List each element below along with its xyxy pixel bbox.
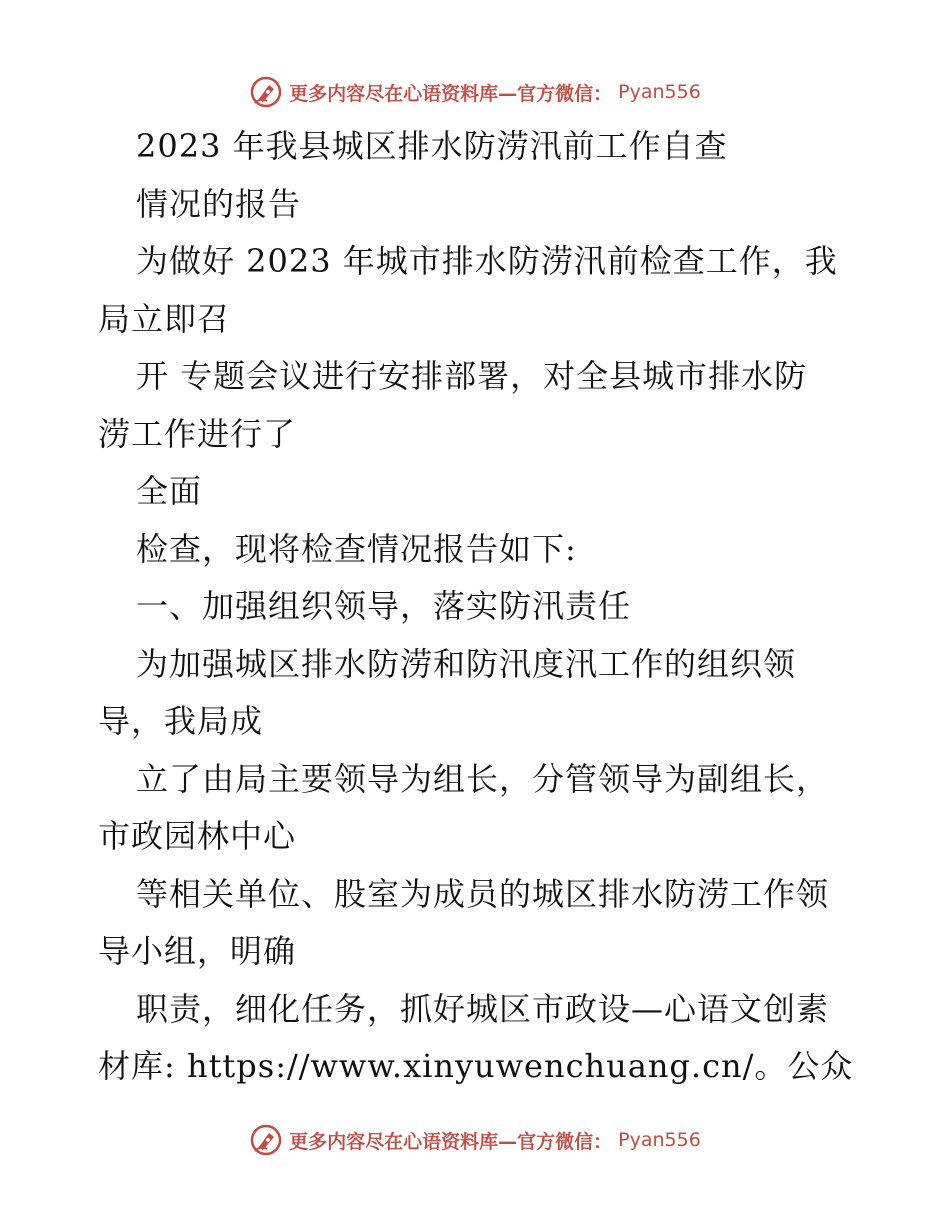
text-line: 局立即召 (98, 299, 231, 338)
text-line: 全面 (136, 472, 203, 510)
watermark-text: 更多内容尽在心语资料库—官方微信： (289, 82, 613, 105)
text-line: 市政园林中心 (98, 817, 297, 855)
text-line: 等相关单位、股室为成员的城区排水防涝工作领 (136, 874, 830, 913)
text-line: 为加强城区排水防涝和防汛度汛工作的组织领 (136, 644, 797, 683)
text-line: 立了由局主要领导为组长，分管领导为副组长， (136, 759, 830, 798)
text-line: 检查，现将检查情况报告如下: (136, 529, 577, 568)
text-line: 导，我局成 (98, 702, 264, 740)
pen-nib-logo-icon (249, 75, 283, 109)
text-line: 材库: https://www.xinyuwenchuang.cn/。公众 (98, 1047, 854, 1085)
pen-nib-logo-icon (249, 1123, 283, 1157)
text-line: 开 专题会议进行安排部署，对全县城市排水防 (136, 357, 808, 395)
text-line: 2023 年我县城区排水防涝汛前工作自查 (136, 127, 728, 165)
section-heading: 一、加强组织领导，落实防汛责任 (136, 587, 632, 625)
text-line: 涝工作进行了 (98, 414, 297, 453)
text-line: 导小组，明确 (98, 932, 297, 970)
text-line: 为做好 2023 年城市排水防涝汛前检查工作，我 (136, 242, 838, 280)
text-line: 职责，细化任务，抓好城区市政设—心语文创素 (136, 989, 830, 1028)
watermark-wechat-id: Pyan556 (618, 1129, 701, 1151)
footer-watermark (0, 1118, 950, 1162)
document-body (98, 118, 858, 1096)
watermark-wechat-id: Pyan556 (618, 81, 701, 103)
text-line: 情况的报告 (136, 184, 302, 223)
header-watermark (0, 70, 950, 114)
watermark-text: 更多内容尽在心语资料库—官方微信： (289, 1130, 613, 1153)
